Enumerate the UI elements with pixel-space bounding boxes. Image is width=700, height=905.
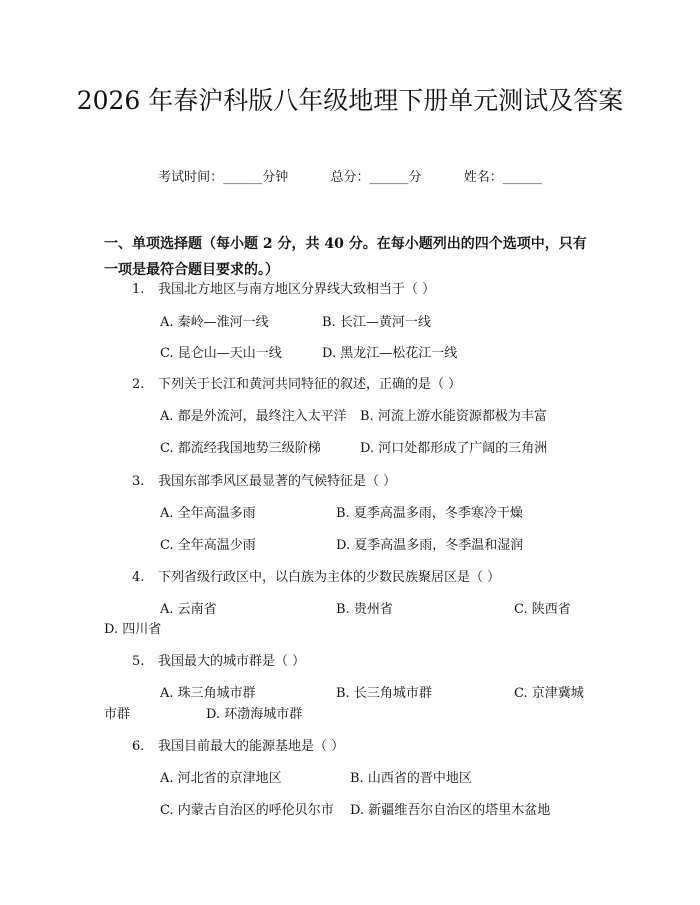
- option-d: D. 环渤海城市群: [206, 707, 303, 722]
- option-a: A. 秦岭—淮河一线: [160, 315, 269, 330]
- option-d: D. 河口处都形成了广阔的三角洲: [360, 441, 548, 456]
- option-c: C. 都流经我国地势三级阶梯: [160, 441, 321, 456]
- option-a: A. 云南省: [160, 602, 217, 617]
- score-unit: 分: [408, 170, 422, 185]
- option-a: A. 河北省的京津地区: [160, 771, 282, 786]
- option-a: A. 珠三角城市群: [160, 686, 256, 701]
- question-stem: 下列关于长江和黄河共同特征的叙述，正确的是（ ）: [158, 377, 462, 392]
- option-a: A. 都是外流河，最终注入太平洋: [160, 409, 347, 424]
- option-a: A. 全年高温多雨: [160, 506, 256, 521]
- option-c: C. 陕西省: [514, 602, 571, 617]
- option-c-continued: 市群: [104, 707, 131, 722]
- option-c: C. 京津冀城: [514, 686, 584, 701]
- question-number: 3.: [132, 474, 145, 489]
- option-d: D. 黑龙江—松花江一线: [322, 346, 458, 361]
- time-unit: 分钟: [262, 170, 289, 185]
- time-label: 考试时间：: [158, 170, 224, 185]
- question-stem: 下列省级行政区中，以白族为主体的少数民族聚居区是（ ）: [158, 570, 501, 585]
- question-stem: 我国目前最大的能源基地是（ ）: [158, 739, 345, 754]
- option-b: B. 长三角城市群: [336, 686, 432, 701]
- exam-meta-line: [0, 169, 700, 187]
- question-number: 1.: [132, 282, 145, 297]
- option-d: D. 新疆维吾尔自治区的塔里木盆地: [350, 803, 551, 818]
- name-label: 姓名：: [463, 170, 503, 185]
- option-c: C. 昆仑山—天山一线: [160, 346, 282, 361]
- option-b: B. 河流上游水能资源都极为丰富: [360, 409, 547, 424]
- question-number: 6.: [132, 739, 145, 754]
- option-b: B. 夏季高温多雨，冬季寒冷干燥: [336, 506, 523, 521]
- option-b: B. 山西省的晋中地区: [350, 771, 472, 786]
- document-title: 2026 年春沪科版八年级地理下册单元测试及答案: [76, 86, 624, 115]
- score-label: 总分：: [330, 170, 370, 185]
- question-stem: 我国北方地区与南方地区分界线大致相当于（ ）: [158, 282, 436, 297]
- option-c: C. 全年高温少雨: [160, 538, 256, 553]
- question-number: 2.: [132, 377, 145, 392]
- question-stem: 我国东部季风区最显著的气候特征是（ ）: [158, 474, 397, 489]
- question-number: 4.: [132, 570, 145, 585]
- time-blank: ______: [223, 170, 263, 185]
- option-b: B. 贵州省: [336, 602, 393, 617]
- name-blank: ______: [502, 170, 542, 185]
- section-heading: 一、单项选择题（每小题 2 分，共 40 分。在每小题列出的四个选项中，只有一项是最符合题目要求的。）: [104, 236, 587, 278]
- question-stem: 我国最大的城市群是（ ）: [158, 654, 306, 669]
- option-d: D. 夏季高温多雨，冬季温和湿润: [336, 538, 524, 553]
- option-d: D. 四川省: [104, 622, 162, 637]
- option-b: B. 长江—黄河一线: [322, 315, 431, 330]
- question-number: 5.: [132, 654, 145, 669]
- score-blank: ______: [369, 170, 409, 185]
- option-c: C. 内蒙古自治区的呼伦贝尔市: [160, 803, 334, 818]
